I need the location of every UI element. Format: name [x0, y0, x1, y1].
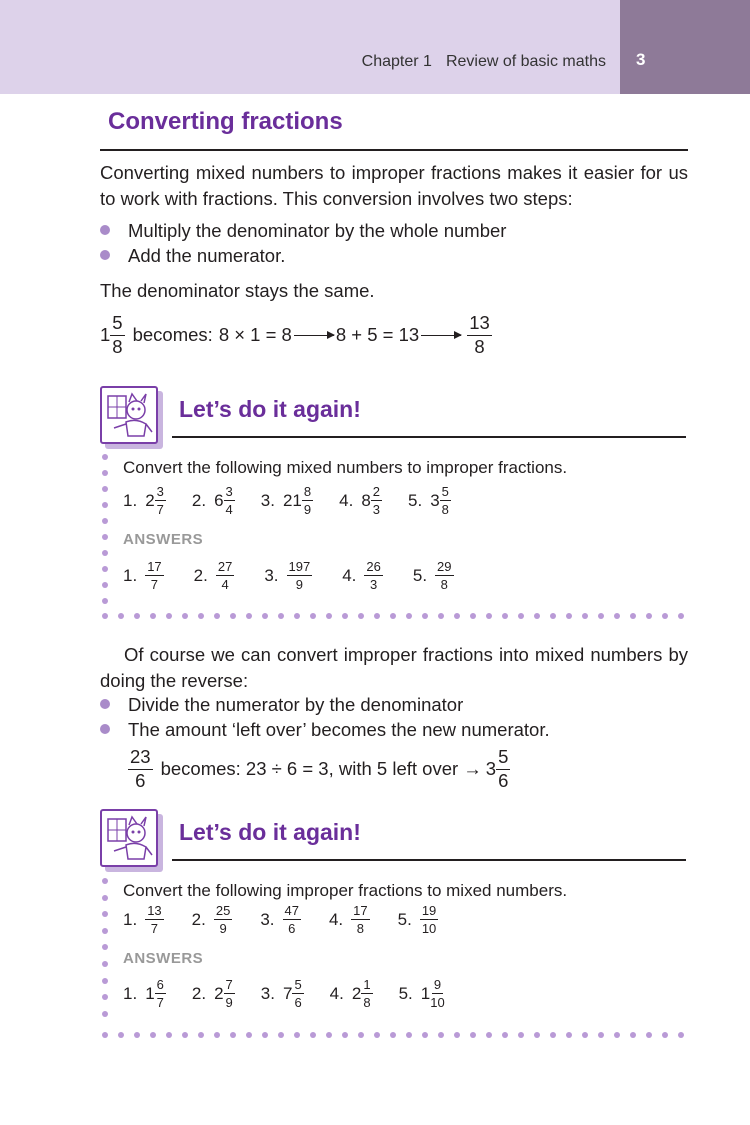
list-item: Divide the numerator by the denominator	[100, 693, 463, 717]
dot	[182, 613, 188, 619]
dot	[118, 1032, 124, 1038]
dot	[102, 566, 108, 572]
dot	[246, 613, 252, 619]
dot	[102, 878, 108, 884]
dot	[550, 1032, 556, 1038]
answer-item: 5. $\frac{29}{8}$	[412, 559, 452, 592]
dot	[134, 1032, 140, 1038]
page-header	[0, 0, 620, 94]
exercise-instruction: Convert the following mixed numbers to improper fractions.	[123, 458, 568, 477]
example-improper-to-mixed: $\frac{23}{6}$ becomes: 23 ÷ 6 = 3, with 5 left over → 3 $\frac{5}{6}$	[130, 746, 509, 791]
dotted-border-left	[102, 454, 108, 604]
dot	[246, 1032, 252, 1038]
bullet-icon	[100, 699, 110, 709]
dot	[278, 613, 284, 619]
dot	[102, 1011, 108, 1017]
answers-label: ANSWERS	[123, 531, 204, 548]
exercise-item: 2. $\frac{25}{9}$	[191, 903, 231, 936]
dot	[214, 613, 220, 619]
dot	[582, 613, 588, 619]
fraction: $\frac{13}{8}$	[469, 312, 490, 357]
answer-item: 5. 1 $\frac{9}{10}$	[398, 977, 445, 1010]
bullet-icon	[100, 724, 110, 734]
dot	[262, 613, 268, 619]
answer-item: 1. 1 $\frac{6}{7}$	[123, 977, 164, 1010]
dot	[102, 1032, 108, 1038]
fraction: $\frac{23}{6}$	[130, 746, 151, 791]
answer-item: 3. $\frac{197}{9}$	[264, 559, 311, 592]
answer-item: 3. 7 $\frac{5}{6}$	[260, 977, 302, 1010]
intro-paragraph: Converting mixed numbers to improper fractions makes it easier for us to work with fractions. This conversion involves two steps:	[100, 162, 688, 209]
dot	[470, 1032, 476, 1038]
bullet-icon	[100, 225, 110, 235]
dot	[358, 613, 364, 619]
dot	[582, 1032, 588, 1038]
dot	[294, 613, 300, 619]
dot	[534, 1032, 540, 1038]
dot	[406, 613, 412, 619]
dot	[102, 961, 108, 967]
chapter-label: Chapter 1	[361, 53, 432, 70]
exercise-item: 1. $\frac{13}{7}$	[123, 903, 162, 936]
running-head	[362, 53, 606, 71]
dot	[102, 978, 108, 984]
dot	[422, 613, 428, 619]
exercise-item: 4. $\frac{17}{8}$	[328, 903, 368, 936]
dot	[198, 1032, 204, 1038]
dot	[534, 613, 540, 619]
dot	[662, 1032, 668, 1038]
exercise-item: 5. $\frac{19}{10}$	[397, 903, 437, 936]
dot	[646, 1032, 652, 1038]
box-heading: Let’s do it again!	[179, 396, 361, 422]
exercise-item: 3. $\frac{47}{6}$	[260, 903, 299, 936]
list-item: Add the numerator.	[100, 244, 285, 268]
dot	[102, 550, 108, 556]
dot	[102, 994, 108, 1000]
exercise-items	[123, 904, 466, 935]
dot	[182, 1032, 188, 1038]
dot	[166, 1032, 172, 1038]
exercise-item: 2. 6 $\frac{3}{4}$	[191, 484, 233, 517]
exercise-items	[123, 485, 477, 516]
dot	[614, 613, 620, 619]
arrow-icon	[294, 335, 334, 336]
dot	[454, 1032, 460, 1038]
page-number: 3	[636, 50, 646, 69]
fraction: $\frac{5}{6}$	[498, 746, 509, 791]
dot	[566, 613, 572, 619]
dot	[102, 518, 108, 524]
dot	[598, 613, 604, 619]
dot	[662, 613, 668, 619]
dot	[342, 1032, 348, 1038]
dotted-border-left	[102, 878, 108, 1023]
dot	[150, 1032, 156, 1038]
box-heading-rule	[172, 859, 686, 861]
dot	[678, 613, 684, 619]
answer-item: 1. $\frac{17}{7}$	[123, 559, 162, 592]
dot	[102, 895, 108, 901]
dot	[678, 1032, 684, 1038]
dot	[470, 613, 476, 619]
dot	[646, 613, 652, 619]
dot	[374, 613, 380, 619]
dot	[374, 1032, 380, 1038]
answer-items	[123, 978, 471, 1009]
answers-label: ANSWERS	[123, 950, 204, 967]
character-puzzle-icon	[100, 386, 158, 444]
dot	[102, 928, 108, 934]
dot	[406, 1032, 412, 1038]
dot	[134, 613, 140, 619]
answer-items	[123, 560, 484, 591]
exercise-item: 5. 3 $\frac{5}{8}$	[408, 484, 449, 517]
dot	[102, 911, 108, 917]
dot	[630, 613, 636, 619]
dot	[518, 1032, 524, 1038]
dot	[630, 1032, 636, 1038]
dot	[102, 534, 108, 540]
chapter-title: Review of basic maths	[445, 53, 606, 70]
dot	[550, 613, 556, 619]
answer-item: 2. $\frac{27}{4}$	[193, 559, 233, 592]
answer-item: 4. 2 $\frac{1}{8}$	[329, 977, 371, 1010]
answer-item: 4. $\frac{26}{3}$	[342, 559, 381, 592]
dot	[390, 1032, 396, 1038]
character-puzzle-icon	[100, 809, 158, 867]
dot	[518, 613, 524, 619]
dot	[102, 582, 108, 588]
dot	[102, 598, 108, 604]
dot	[102, 944, 108, 950]
exercise-item: 4. 8 $\frac{2}{3}$	[339, 484, 381, 517]
dot	[486, 613, 492, 619]
dot	[294, 1032, 300, 1038]
dot	[166, 613, 172, 619]
title-rule	[100, 149, 688, 151]
dot	[262, 1032, 268, 1038]
dot	[118, 613, 124, 619]
dot	[102, 454, 108, 460]
dot	[566, 1032, 572, 1038]
answer-item: 2. 2 $\frac{7}{9}$	[191, 977, 233, 1010]
dot	[102, 613, 108, 619]
dotted-border-bottom	[102, 613, 688, 619]
dot	[598, 1032, 604, 1038]
dot	[422, 1032, 428, 1038]
page-number-box	[620, 0, 750, 94]
dotted-border-bottom	[102, 1032, 688, 1038]
denominator-note: The denominator stays the same.	[100, 280, 375, 301]
example-mixed-to-improper: 1 $\frac{5}{8}$ becomes: 8 × 1 = 8 8 + 5 = 13 $\frac{13}{8}$	[100, 312, 490, 357]
dot	[614, 1032, 620, 1038]
dot	[486, 1032, 492, 1038]
dot	[390, 613, 396, 619]
dot	[102, 502, 108, 508]
list-item: Multiply the denominator by the whole number	[100, 219, 506, 243]
exercise-instruction: Convert the following improper fractions to mixed numbers.	[123, 881, 568, 900]
exercise-item: 3. 21 $\frac{8}{9}$	[260, 484, 312, 517]
section-title: Converting fractions	[108, 108, 343, 135]
dot	[454, 613, 460, 619]
fraction: $\frac{5}{8}$	[112, 312, 123, 357]
dot	[502, 1032, 508, 1038]
bullet-icon	[100, 250, 110, 260]
dot	[230, 613, 236, 619]
box-heading-rule	[172, 436, 686, 438]
dot	[310, 1032, 316, 1038]
dot	[150, 613, 156, 619]
list-item: The amount ‘left over’ becomes the new numerator.	[100, 718, 550, 742]
dot	[278, 1032, 284, 1038]
dot	[438, 613, 444, 619]
dot	[230, 1032, 236, 1038]
dot	[502, 613, 508, 619]
box-heading: Let’s do it again!	[179, 819, 361, 845]
dot	[214, 1032, 220, 1038]
dot	[102, 486, 108, 492]
reverse-paragraph: Of course we can convert improper fractions into mixed numbers by doing the reverse:	[100, 644, 688, 691]
dot	[310, 613, 316, 619]
dot	[438, 1032, 444, 1038]
dot	[326, 1032, 332, 1038]
arrow-icon	[421, 335, 461, 336]
dot	[342, 613, 348, 619]
exercise-item: 1. 2 $\frac{3}{7}$	[123, 484, 164, 517]
dot	[102, 470, 108, 476]
dot	[198, 613, 204, 619]
dot	[326, 613, 332, 619]
dot	[358, 1032, 364, 1038]
